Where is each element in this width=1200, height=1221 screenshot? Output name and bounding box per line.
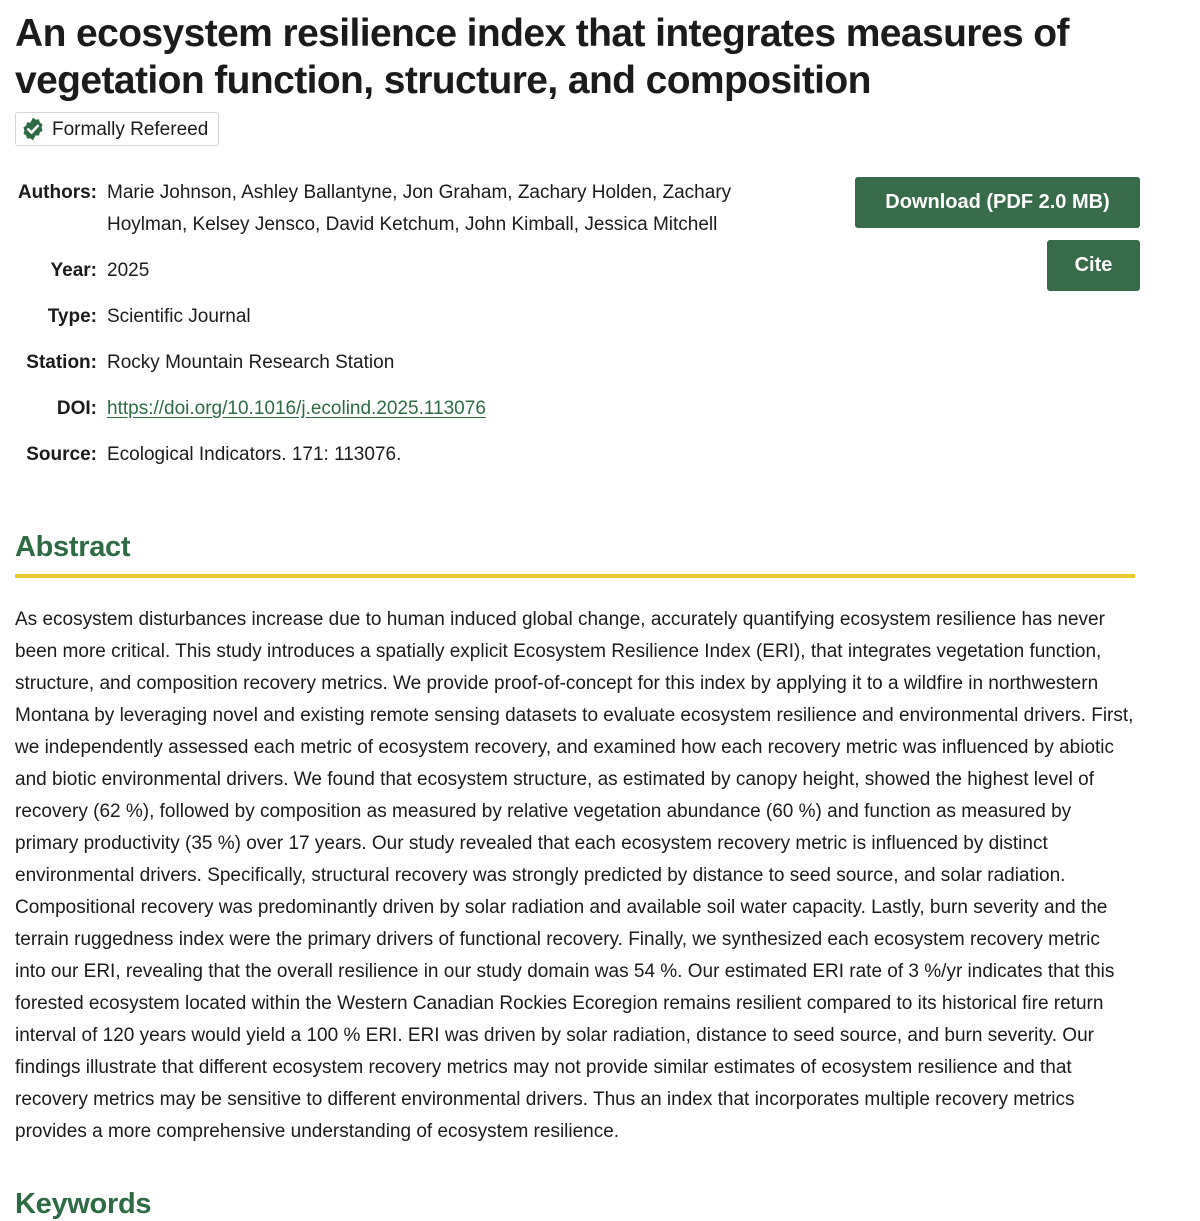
type-value: Scientific Journal <box>107 306 251 327</box>
action-buttons <box>850 177 1140 291</box>
metadata-section <box>15 177 1135 471</box>
publication-page <box>15 0 1135 1221</box>
doi-label: DOI: <box>56 398 97 419</box>
authors-value: Marie Johnson, Ashley Ballantyne, Jon Graham, Zachary Holden, Zachary Hoylman, Kelsey Jensco, David Ketchum, John Kimball, Jessica Mitchell <box>107 182 732 235</box>
source-value: Ecological Indicators. 171: 113076. <box>107 444 402 465</box>
formally-refereed-badge <box>15 112 219 146</box>
download-pdf-button[interactable]: Download (PDF 2.0 MB) <box>855 177 1140 228</box>
authors-label: Authors: <box>17 182 97 203</box>
verified-check-icon <box>20 116 46 142</box>
year-value: 2025 <box>107 260 150 281</box>
abstract-heading: Abstract <box>15 531 131 563</box>
station-value: Rocky Mountain Research Station <box>107 352 395 373</box>
year-label: Year: <box>50 260 97 281</box>
type-label: Type: <box>47 306 97 327</box>
doi-link[interactable]: https://doi.org/10.1016/j.ecolind.2025.113076 <box>107 398 486 419</box>
source-label: Source: <box>26 444 97 465</box>
doi-value <box>107 393 767 425</box>
abstract-heading-wrap <box>15 531 1135 578</box>
badge-label: Formally Refereed <box>52 118 209 140</box>
keywords-heading: Keywords <box>15 1188 152 1220</box>
page-title: An ecosystem resilience index that integrates measures of vegetation function, structure, and composition <box>15 12 1069 102</box>
station-label: Station: <box>26 352 97 373</box>
cite-button[interactable]: Cite <box>1047 240 1140 291</box>
abstract-text: As ecosystem disturbances increase due to human induced global change, accurately quantifying ecosystem resilience has never been more critical. This study introduces a spatially explicit Ecosystem Resilience Index (ERI), that integrates vegetation function, structure, and composition recovery metrics. We provide proof-of-concept for this index by applying it to a wildfire in northwestern Montana by leveraging novel and existing remote sensing datasets to evaluate ecosystem resilience and environmental drivers. First, we independently assessed each metric of ecosystem recovery, and examined how each recovery metric was influenced by abiotic and biotic environmental drivers. We found that ecosystem structure, as estimated by canopy height, showed the highest level of recovery (62 %), followed by composition as measured by relative vegetation abundance (60 %) and function as measured by primary productivity (35 %) over 17 years. Our study revealed that each ecosystem recovery metric is influenced by distinct environmental drivers. Specifically, structural recovery was strongly predicted by distance to seed source, and solar radiation. Compositional recovery was predominantly driven by solar radiation and available soil water capacity. Lastly, burn severity and the terrain ruggedness index were the primary drivers of functional recovery. Finally, we synthesized each ecosystem recovery metric into our ERI, revealing that the overall resilience in our study domain was 54 %. Our estimated ERI rate of 3 %/yr indicates that this forested ecosystem located within the Western Canadian Rockies Ecoregion remains resilient compared to its historical fire return interval of 120 years would yield a 100 % ERI. ERI was driven by solar radiation, distance to seed source, and burn severity. Our findings illustrate that different ecosystem recovery metrics may not provide similar estimates of ecosystem resilience and that recovery metrics may be sensitive to different environmental drivers. Thus an index that incorporates multiple recovery metrics provides a more comprehensive understanding of ecosystem resilience. <box>15 609 1134 1142</box>
